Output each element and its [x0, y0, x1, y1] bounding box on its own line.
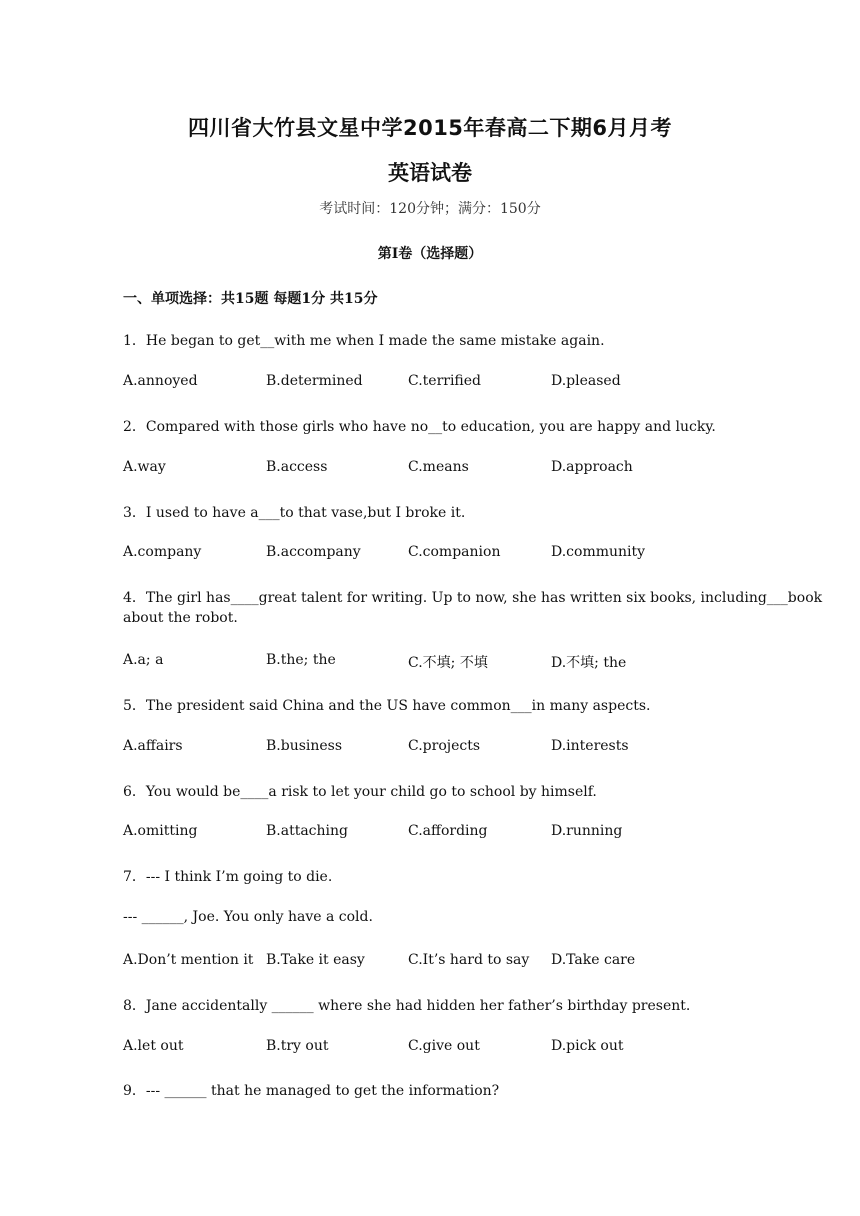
question-8: 8．Jane accidentally ______ where she had hidden her father’s birthday present. [123, 998, 691, 1014]
option-d: D.community [551, 544, 646, 560]
option-a: A.company [123, 544, 202, 560]
option-b: B.determined [266, 373, 363, 389]
question-4: 4．The girl has____great talent for writing. Up to now, she has written six books, including___book [123, 590, 823, 606]
option-c: C.不填; 不填 [408, 655, 488, 671]
option-b: B.the; the [266, 652, 336, 668]
options-8 [123, 1038, 743, 1058]
option-a: A.let out [123, 1038, 184, 1054]
section-title: 一、单项选择：共15题 每题1分 共15分 [123, 291, 378, 307]
question-9: 9．--- ______ that he managed to get the information? [123, 1083, 500, 1099]
option-c: C.It’s hard to say [408, 952, 530, 968]
option-c: C.projects [408, 738, 481, 754]
option-c: C.give out [408, 1038, 480, 1054]
option-a: A.affairs [123, 738, 183, 754]
options-3 [123, 544, 743, 564]
option-b: B.accompany [266, 544, 361, 560]
question-4-continued: about the robot. [123, 610, 238, 626]
options-1 [123, 373, 743, 393]
option-c: C.affording [408, 823, 488, 839]
option-d: D.pleased [551, 373, 621, 389]
question-7-continued: --- ______, Joe. You only have a cold. [123, 909, 373, 925]
option-b: B.access [266, 459, 328, 475]
options-7 [123, 952, 743, 972]
option-d: D.Take care [551, 952, 636, 968]
option-c: C.companion [408, 544, 501, 560]
option-b: B.Take it easy [266, 952, 365, 968]
question-5: 5．The president said China and the US have common___in many aspects. [123, 698, 651, 714]
option-b: B.try out [266, 1038, 329, 1054]
option-a: A.Don’t mention it [123, 952, 254, 968]
option-d: D.pick out [551, 1038, 624, 1054]
option-a: A.omitting [123, 823, 198, 839]
option-a: A.way [123, 459, 166, 475]
options-5 [123, 738, 743, 758]
option-d: D.不填; the [551, 655, 627, 671]
options-6 [123, 823, 743, 843]
exam-subtitle: 英语试卷 [388, 161, 472, 185]
part-title: 第I卷（选择题） [377, 246, 483, 262]
option-d: D.approach [551, 459, 633, 475]
options-4 [123, 652, 743, 672]
question-3: 3．I used to have a___to that vase,but I broke it. [123, 505, 466, 521]
question-1: 1．He began to get__with me when I made the same mistake again. [123, 333, 605, 349]
option-b: B.business [266, 738, 343, 754]
option-c: C.terrified [408, 373, 482, 389]
exam-title: 四川省大竹县文星中学2015年春高二下期6月月考 [187, 116, 673, 140]
option-a: A.annoyed [123, 373, 198, 389]
exam-info: 考试时间：120分钟；满分：150分 [319, 201, 541, 217]
option-a: A.a; a [123, 652, 164, 668]
question-6: 6．You would be____a risk to let your child go to school by himself. [123, 784, 597, 800]
question-7: 7．--- I think I’m going to die. [123, 869, 333, 885]
option-b: B.attaching [266, 823, 348, 839]
question-2: 2．Compared with those girls who have no__to education, you are happy and lucky. [123, 419, 716, 435]
options-2 [123, 459, 743, 479]
option-d: D.interests [551, 738, 629, 754]
option-d: D.running [551, 823, 623, 839]
option-c: C.means [408, 459, 469, 475]
